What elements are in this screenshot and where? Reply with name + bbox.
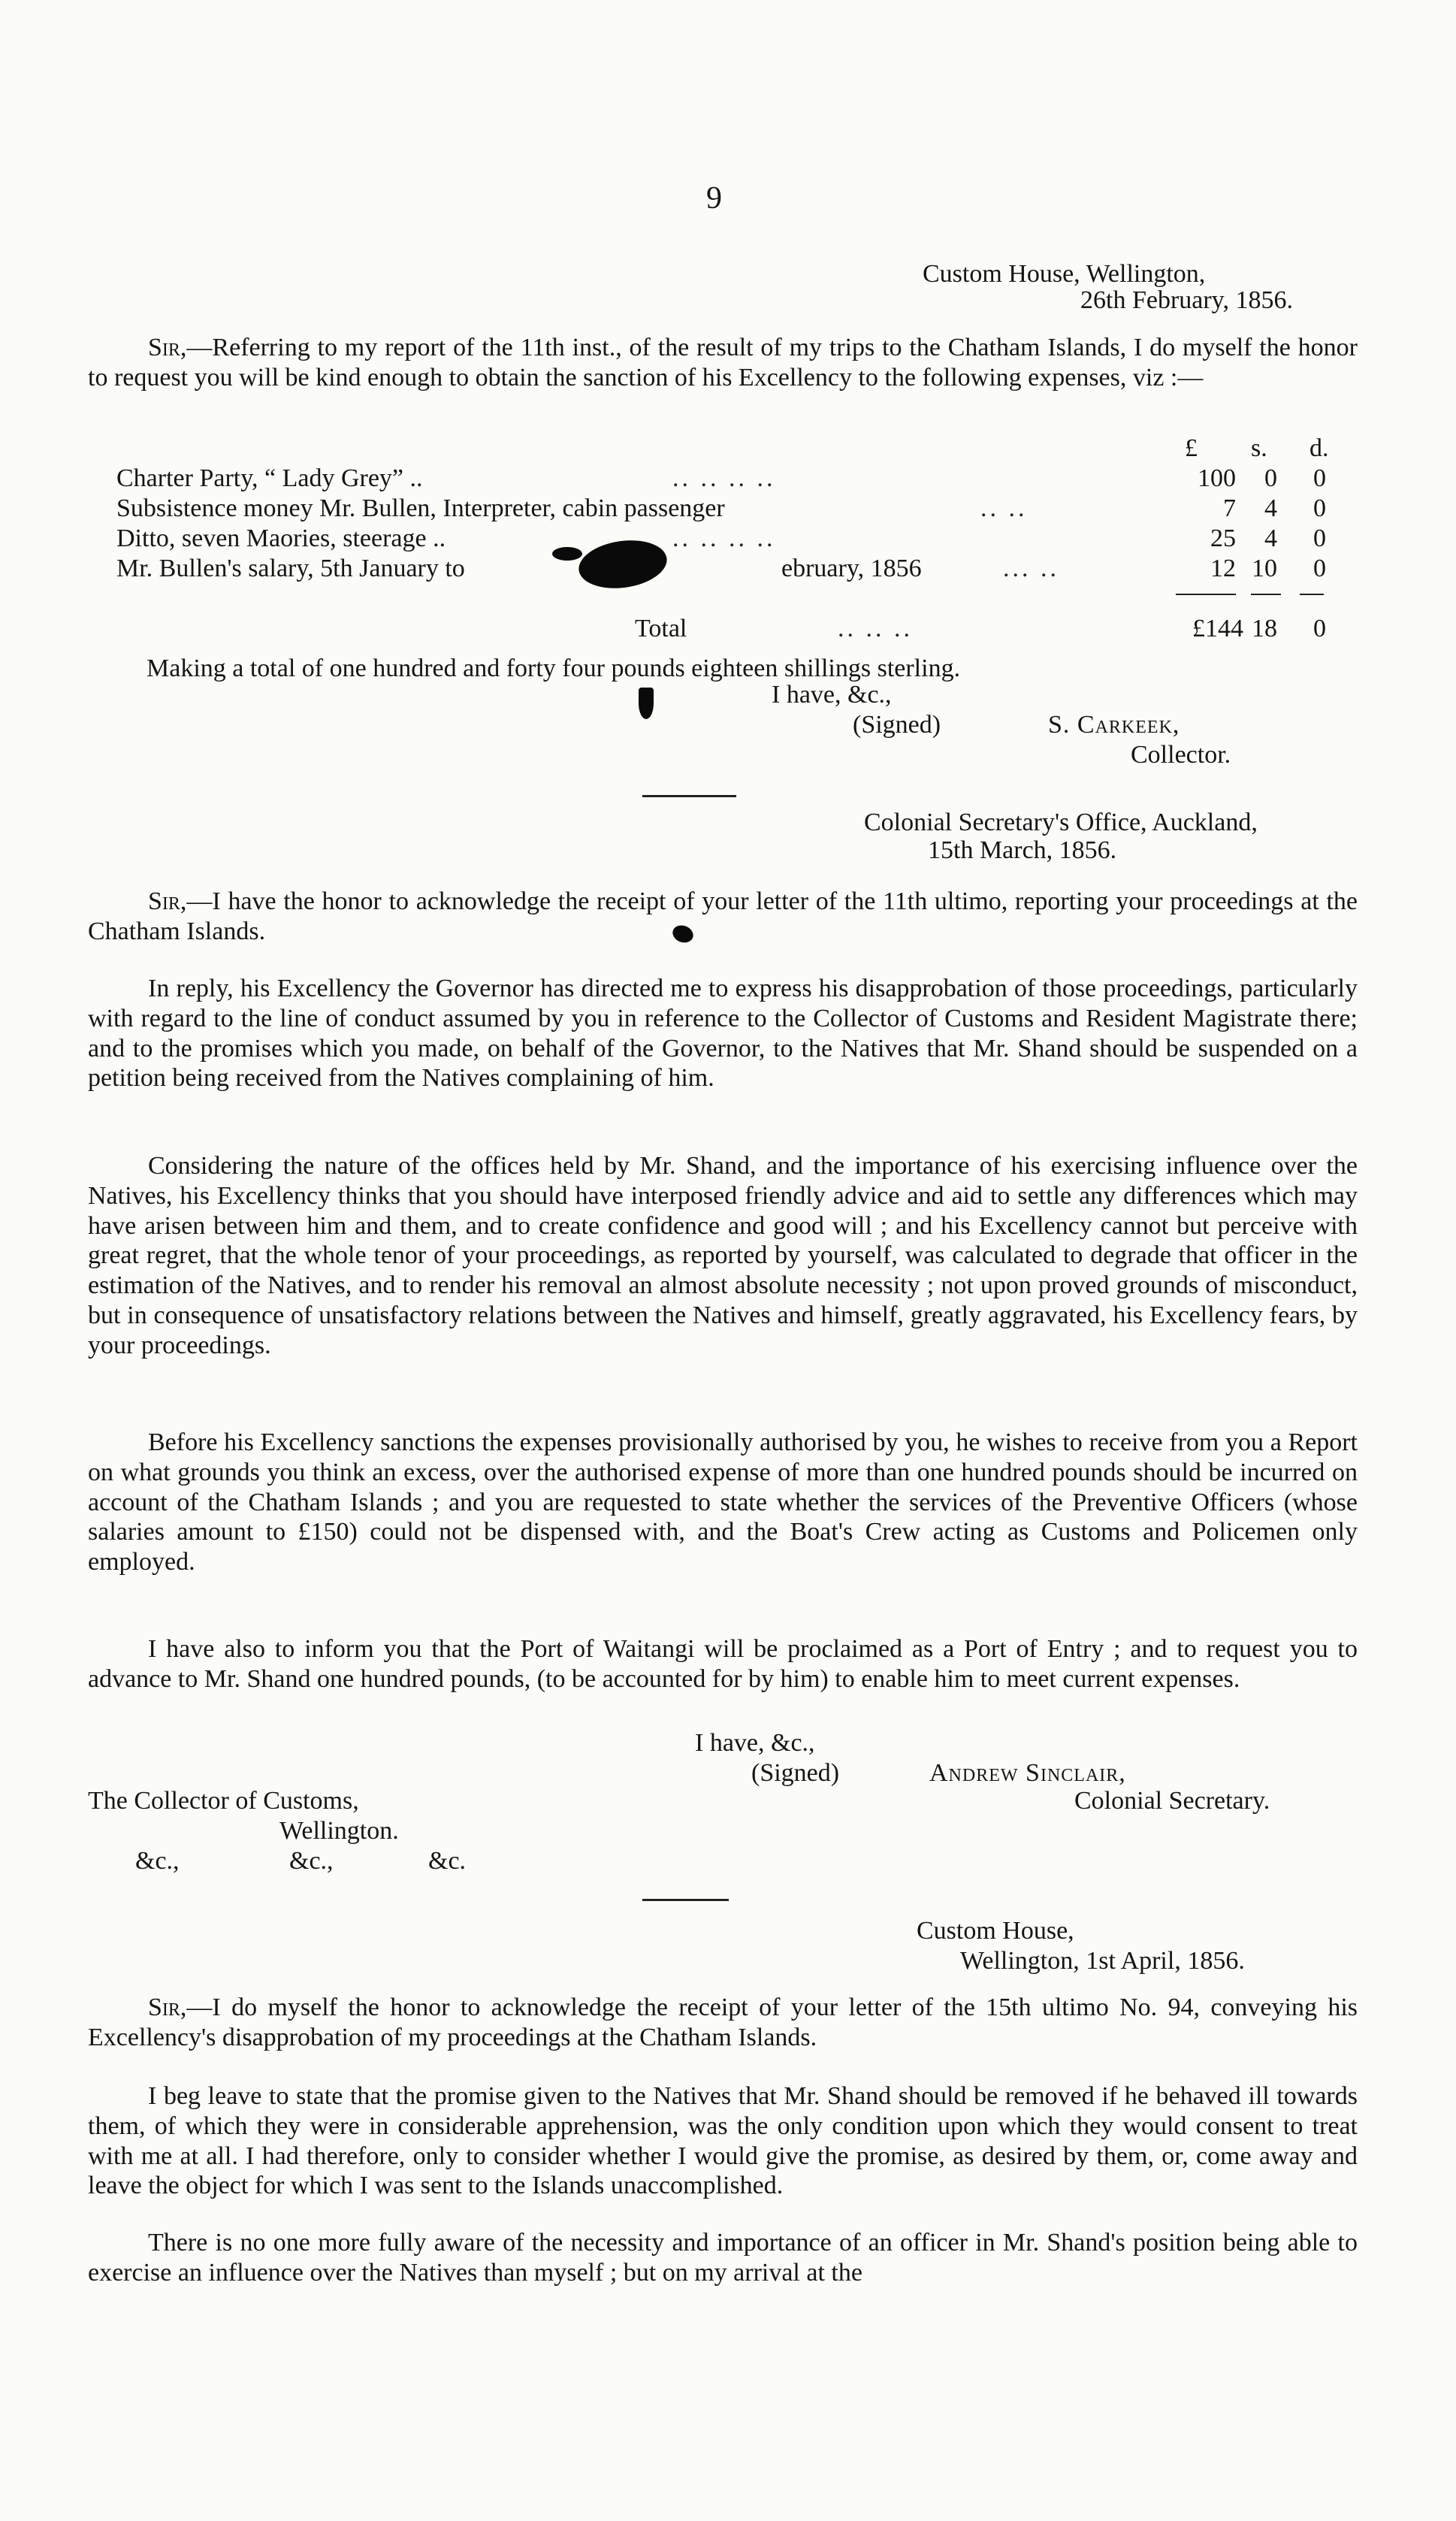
total-leader: .. .. .. <box>838 615 913 642</box>
expense-desc: Charter Party, “ Lady Grey” .. <box>116 464 423 492</box>
letter2-signed: (Signed) <box>751 1759 840 1787</box>
page-number: 9 <box>706 181 722 216</box>
letter1-body-text: —Referring to my report of the 11th inst., of the result of my trips to the Chatham Islands, I do myself the honor to request you will be kind enough to obtain the sanction of his Excellency to the following expenses, viz :— <box>88 334 1358 391</box>
total-shillings: 18 <box>1252 615 1277 642</box>
col-pounds: £ <box>1185 434 1198 462</box>
expense-row <box>116 494 1349 524</box>
letter2-addressee: The Collector of Customs, <box>88 1787 359 1815</box>
expense-leader: .. .. <box>980 494 1028 522</box>
expense-pence: 0 <box>1313 555 1326 582</box>
letter1-date: 26th February, 1856. <box>1080 286 1293 314</box>
separator-rule <box>642 795 736 797</box>
letter2-p5: I have also to inform you that the Port of Waitangi will be proclaimed as a Port of Entry ; and to request you to advance to Mr. Shand one hundred pounds, (to be accounted for by him) to enable him to meet current expenses. <box>88 1635 1358 1693</box>
letter1-body <box>88 333 1358 393</box>
letter3-place: Custom House, <box>917 1917 1074 1945</box>
letter2-signer-title: Colonial Secretary. <box>1074 1787 1270 1815</box>
letter2-p1-text: —I have the honor to acknowledge the receipt of your letter of the 11th ultimo, reporting your proceedings at the Chatham Islands. <box>88 887 1358 945</box>
expense-leader: ... .. <box>1003 555 1059 582</box>
expense-row <box>116 464 1349 494</box>
total-rule <box>1300 594 1324 595</box>
expense-leader: .. .. .. .. <box>672 464 776 492</box>
expense-row <box>116 524 1349 554</box>
letter1-place: Custom House, Wellington, <box>923 260 1206 288</box>
letter2-p1 <box>88 887 1358 947</box>
total-pence: 0 <box>1313 615 1326 642</box>
total-rule <box>1251 594 1281 595</box>
expense-desc: Subsistence money Mr. Bullen, Interpreter, cabin passenger <box>116 494 725 522</box>
letter2-salutation: Sir, <box>148 887 187 915</box>
expense-desc-cont: ebruary, 1856 <box>781 555 922 582</box>
letter2-date: 15th March, 1856. <box>928 836 1117 864</box>
total-label: Total <box>635 615 687 642</box>
letter1-signer: S. Carkeek, <box>1048 711 1180 739</box>
letter3-p3: There is no one more fully aware of the necessity and importance of an officer in Mr. Shand's position being able to exercise an influence over the Natives than myself ; but on my arrival at the <box>88 2229 1358 2287</box>
expense-desc: Ditto, seven Maories, steerage .. <box>116 524 446 552</box>
expense-pence: 0 <box>1313 494 1326 522</box>
letter1-signer-title: Collector. <box>1131 741 1231 769</box>
expense-pence: 0 <box>1313 524 1326 552</box>
letter2-closing: I have, &c., <box>695 1729 815 1757</box>
letter2-p3: Considering the nature of the offices held by Mr. Shand, and the importance of his exercising influence over the Natives, his Excellency thinks that you should have interposed friendly advice and aid to settle any differences which may have arisen between him and them, and to create confidence and good will ; and his Excellency cannot but perceive with great regret, that the whole tenor of your proceedings, as reported by yourself, was calculated to degrade that officer in the estimation of the Natives, and to render his removal an almost absolute necessity ; not upon proved grounds of misconduct, but in consequence of unsatisfactory relations between the Natives and himself, greatly aggravated, his Excellency fears, by your proceedings. <box>88 1152 1358 1359</box>
expense-shillings: 4 <box>1264 524 1277 552</box>
total-row <box>116 614 1349 644</box>
letter2-p4: Before his Excellency sanctions the expenses provisionally authorised by you, he wishes to receive from you a Report on what grounds you think an excess, over the authorised expense of more than one hundred pounds should be incurred on account of the Chatham Islands ; and you are requested to state whether the services of the Preventive Officers (whose salaries amount to £150) could not be dispensed with, and the Boat's Crew acting as Customs and Policemen only employed. <box>88 1428 1358 1576</box>
letter1-making: Making a total of one hundred and forty four pounds eighteen shillings sterling. <box>147 654 961 682</box>
expense-desc: Mr. Bullen's salary, 5th January to <box>116 555 465 582</box>
expense-shillings: 10 <box>1252 555 1277 582</box>
col-shillings: s. <box>1251 434 1267 462</box>
expense-row <box>116 554 1349 584</box>
expense-leader: .. .. .. .. <box>672 524 776 552</box>
expense-pounds: 25 <box>1210 524 1236 552</box>
letter3-p1-text: —I do myself the honor to acknowledge the receipt of your letter of the 15th ultimo No. 94, conveying his Excellency's disapprobation of my proceedings at the Chatham Islands. <box>88 1994 1358 2051</box>
letter3-p1 <box>88 1993 1358 2053</box>
letter1-salutation: Sir, <box>148 334 187 361</box>
letter3-salutation: Sir, <box>148 1994 187 2021</box>
letter3-p2: I beg leave to state that the promise given to the Natives that Mr. Shand should be removed if he behaved ill towards them, of which they were in considerable apprehension, was the only condition upon which they would consent to treat with me at all. I had therefore, only to consider whether I would give the promise, as desired by them, or, come away and leave the object for which I was sent to the Islands unaccomplished. <box>88 2082 1358 2200</box>
letter2-etc: &c., <box>289 1847 334 1875</box>
col-pence: d. <box>1309 434 1329 462</box>
expense-pence: 0 <box>1313 464 1326 492</box>
expense-pounds: 7 <box>1223 494 1236 522</box>
total-rule <box>1176 594 1236 595</box>
letter2-etc: &c., <box>135 1847 180 1875</box>
expense-shillings: 0 <box>1264 464 1277 492</box>
letter2-etc: &c. <box>428 1847 467 1875</box>
separator-rule <box>642 1899 729 1901</box>
expense-pounds: 12 <box>1210 555 1236 582</box>
letter2-p2: In reply, his Excellency the Governor has directed me to express his disapprobation of those proceedings, particularly with regard to the line of conduct assumed by you in reference to the Collector of Customs and Resident Magistrate there; and to the promises which you made, on behalf of the Governor, to the Natives that Mr. Shand should be suspended on a petition being received from the Natives complaining of him. <box>88 975 1358 1093</box>
expense-shillings: 4 <box>1264 494 1277 522</box>
letter1-signed: (Signed) <box>853 711 941 739</box>
total-pounds: £144 <box>1192 615 1243 642</box>
letter2-place: Colonial Secretary's Office, Auckland, <box>864 809 1258 836</box>
ink-blot <box>639 688 654 719</box>
expense-pounds: 100 <box>1198 464 1236 492</box>
letter2-addressee-city: Wellington. <box>279 1817 399 1845</box>
letter2-signer: Andrew Sinclair, <box>929 1759 1126 1787</box>
ink-blot <box>552 547 582 561</box>
letter3-date: Wellington, 1st April, 1856. <box>960 1947 1245 1975</box>
letter1-closing: I have, &c., <box>772 681 892 709</box>
